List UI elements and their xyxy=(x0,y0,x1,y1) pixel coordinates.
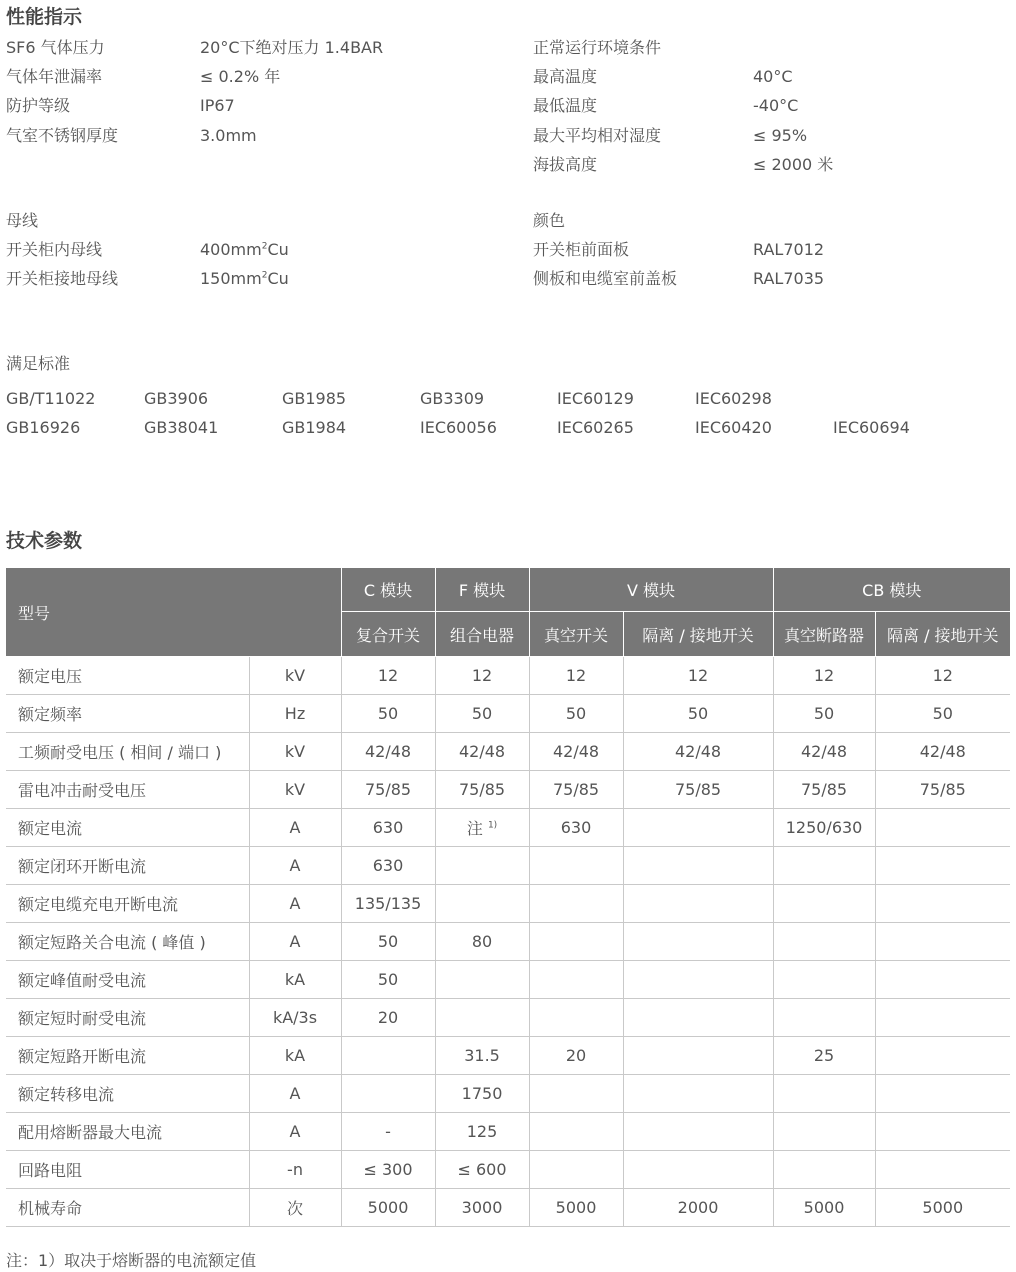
env-value: ≤ 95% xyxy=(753,126,808,145)
table-cell: 1750 xyxy=(435,1075,529,1113)
standard-item: GB1985 xyxy=(282,389,347,408)
table-cell xyxy=(341,1037,435,1075)
spec-label: 气体年泄漏率 xyxy=(6,67,103,86)
table-cell: 5000 xyxy=(773,1189,875,1227)
table-cell: 50 xyxy=(341,923,435,961)
table-cell: 42/48 xyxy=(623,733,773,771)
param-label: 雷电冲击耐受电压 xyxy=(6,771,249,809)
table-row xyxy=(6,847,1010,885)
busbar-title: 母线 xyxy=(6,211,39,230)
spec-label: 气室不锈钢厚度 xyxy=(6,126,119,145)
table-cell xyxy=(435,885,529,923)
param-label: 额定短路开断电流 xyxy=(6,1037,249,1075)
env-label: 海拔高度 xyxy=(533,155,598,174)
table-cell: 12 xyxy=(435,657,529,695)
param-label: 额定短路关合电流 ( 峰值 ) xyxy=(6,923,249,961)
table-cell: 12 xyxy=(623,657,773,695)
table-cell xyxy=(623,999,773,1037)
table-cell xyxy=(773,847,875,885)
param-label: 额定电压 xyxy=(6,657,249,695)
header-sub: 真空开关 xyxy=(529,612,623,657)
param-unit: A xyxy=(249,1075,341,1113)
table-cell: 42/48 xyxy=(773,733,875,771)
table-cell: 2000 xyxy=(623,1189,773,1227)
param-unit: A xyxy=(249,1113,341,1151)
table-cell xyxy=(529,1113,623,1151)
table-cell xyxy=(623,1075,773,1113)
table-cell xyxy=(623,1151,773,1189)
table-cell: ≤ 300 xyxy=(341,1151,435,1189)
table-cell xyxy=(875,999,1010,1037)
env-title: 正常运行环境条件 xyxy=(533,38,662,57)
spec-label: 防护等级 xyxy=(6,96,71,115)
table-cell: 50 xyxy=(529,695,623,733)
table-cell xyxy=(623,885,773,923)
table-cell: 42/48 xyxy=(529,733,623,771)
param-unit: kV xyxy=(249,733,341,771)
table-cell: 50 xyxy=(875,695,1010,733)
table-cell xyxy=(875,1151,1010,1189)
param-label: 额定短时耐受电流 xyxy=(6,999,249,1037)
table-cell: 75/85 xyxy=(529,771,623,809)
param-unit: kV xyxy=(249,657,341,695)
env-label: 最大平均相对湿度 xyxy=(533,126,662,145)
param-label: 回路电阻 xyxy=(6,1151,249,1189)
table-cell: 50 xyxy=(773,695,875,733)
table-cell: 125 xyxy=(435,1113,529,1151)
table-cell xyxy=(773,961,875,999)
table-cell: 630 xyxy=(341,847,435,885)
table-row xyxy=(6,885,1010,923)
standards-title: 满足标准 xyxy=(6,354,71,373)
table-row xyxy=(6,1113,1010,1151)
table-cell xyxy=(773,1113,875,1151)
standard-item: GB16926 xyxy=(6,418,81,437)
table-cell: 630 xyxy=(341,809,435,847)
table-cell xyxy=(435,999,529,1037)
table-cell: 50 xyxy=(623,695,773,733)
standard-item: GB/T11022 xyxy=(6,389,96,408)
table-cell-note xyxy=(435,809,529,847)
param-label: 额定闭环开断电流 xyxy=(6,847,249,885)
table-row xyxy=(6,1151,1010,1189)
table-cell: 20 xyxy=(529,1037,623,1075)
table-cell xyxy=(875,923,1010,961)
table-row xyxy=(6,1189,1010,1227)
table-cell: 12 xyxy=(773,657,875,695)
param-unit: kA/3s xyxy=(249,999,341,1037)
table-cell xyxy=(623,1037,773,1075)
table-row xyxy=(6,961,1010,999)
superscript: 2 xyxy=(261,241,268,252)
table-cell xyxy=(529,961,623,999)
table-cell: 75/85 xyxy=(875,771,1010,809)
footnote-marker: 1) xyxy=(487,820,498,831)
env-label: 最高温度 xyxy=(533,67,598,86)
table-cell xyxy=(529,999,623,1037)
busbar-value-unit: Cu xyxy=(267,269,289,288)
table-cell: 50 xyxy=(341,695,435,733)
env-label: 最低温度 xyxy=(533,96,598,115)
table-cell: 75/85 xyxy=(435,771,529,809)
note-text: 注 xyxy=(466,819,483,838)
table-cell xyxy=(529,885,623,923)
header-sub: 真空断路器 xyxy=(773,612,875,657)
header-sub: 复合开关 xyxy=(341,612,435,657)
table-cell xyxy=(875,1037,1010,1075)
color-value: RAL7035 xyxy=(753,269,825,288)
table-cell: 80 xyxy=(435,923,529,961)
table-cell xyxy=(875,847,1010,885)
table-cell: 135/135 xyxy=(341,885,435,923)
standard-item: IEC60694 xyxy=(833,418,910,437)
param-label: 额定转移电流 xyxy=(6,1075,249,1113)
table-row xyxy=(6,999,1010,1037)
table-row xyxy=(6,1075,1010,1113)
table-cell: - xyxy=(341,1113,435,1151)
standard-item: IEC60420 xyxy=(695,418,772,437)
table-cell xyxy=(341,1075,435,1113)
busbar-value-unit: Cu xyxy=(267,240,289,259)
table-cell xyxy=(435,961,529,999)
param-label: 额定电缆充电开断电流 xyxy=(6,885,249,923)
header-group-f: F 模块 xyxy=(435,568,529,612)
param-unit: kA xyxy=(249,1037,341,1075)
header-group-cb: CB 模块 xyxy=(773,568,1010,612)
table-cell: 50 xyxy=(435,695,529,733)
table-cell: 1250/630 xyxy=(773,809,875,847)
table-cell: 75/85 xyxy=(341,771,435,809)
table-row xyxy=(6,1037,1010,1075)
table-cell xyxy=(875,1113,1010,1151)
table-cell: 3000 xyxy=(435,1189,529,1227)
spec-value: ≤ 0.2% 年 xyxy=(200,67,281,86)
table-cell xyxy=(529,923,623,961)
env-value: ≤ 2000 米 xyxy=(753,155,834,174)
header-group-v: V 模块 xyxy=(529,568,773,612)
table-cell xyxy=(623,847,773,885)
table-cell xyxy=(529,1075,623,1113)
table-row xyxy=(6,695,1010,733)
superscript: 2 xyxy=(261,270,268,281)
table-cell: 5000 xyxy=(529,1189,623,1227)
table-row xyxy=(6,657,1010,695)
table-cell: 630 xyxy=(529,809,623,847)
table-cell xyxy=(623,923,773,961)
table-cell xyxy=(773,999,875,1037)
table-row xyxy=(6,771,1010,809)
table-cell xyxy=(435,847,529,885)
standard-item: GB3309 xyxy=(420,389,485,408)
standard-item: GB1984 xyxy=(282,418,347,437)
table-cell xyxy=(623,961,773,999)
table-cell: 20 xyxy=(341,999,435,1037)
standard-item: GB38041 xyxy=(144,418,219,437)
busbar-value-main: 400mm xyxy=(200,240,262,259)
table-cell xyxy=(875,961,1010,999)
table-cell xyxy=(773,1075,875,1113)
table-cell xyxy=(623,1113,773,1151)
color-title: 颜色 xyxy=(533,211,566,230)
spec-value: 3.0mm xyxy=(200,126,257,145)
param-unit: kA xyxy=(249,961,341,999)
table-cell: 31.5 xyxy=(435,1037,529,1075)
spec-label: SF6 气体压力 xyxy=(6,38,105,57)
env-value: -40°C xyxy=(753,96,799,115)
busbar-value-main: 150mm xyxy=(200,269,262,288)
standard-item: IEC60265 xyxy=(557,418,634,437)
standard-item: GB3906 xyxy=(144,389,209,408)
param-unit: A xyxy=(249,847,341,885)
param-label: 机械寿命 xyxy=(6,1189,249,1227)
header-model: 型号 xyxy=(6,568,341,657)
spec-value: 20°C下绝对压力 1.4BAR xyxy=(200,38,384,57)
table-cell: ≤ 600 xyxy=(435,1151,529,1189)
param-unit: A xyxy=(249,809,341,847)
table-cell xyxy=(773,923,875,961)
table-cell: 12 xyxy=(875,657,1010,695)
busbar-value xyxy=(200,240,289,260)
param-unit: kV xyxy=(249,771,341,809)
param-label: 额定峰值耐受电流 xyxy=(6,961,249,999)
param-unit: A xyxy=(249,923,341,961)
table-cell xyxy=(875,1075,1010,1113)
table-cell xyxy=(529,1151,623,1189)
color-label: 侧板和电缆室前盖板 xyxy=(533,269,678,288)
header-sub: 隔离 / 接地开关 xyxy=(623,612,773,657)
performance-title: 性能指示 xyxy=(6,6,83,28)
tech-title: 技术参数 xyxy=(6,530,83,552)
table-cell: 12 xyxy=(341,657,435,695)
param-label: 额定电流 xyxy=(6,809,249,847)
busbar-value xyxy=(200,269,289,289)
table-cell: 75/85 xyxy=(773,771,875,809)
standard-item: IEC60129 xyxy=(557,389,634,408)
table-cell xyxy=(623,809,773,847)
table-cell xyxy=(529,847,623,885)
table-cell xyxy=(773,1151,875,1189)
footnote: 注：1）取决于熔断器的电流额定值 xyxy=(6,1251,257,1270)
table-cell: 42/48 xyxy=(341,733,435,771)
table-cell: 42/48 xyxy=(875,733,1010,771)
table-cell xyxy=(875,809,1010,847)
table-cell: 25 xyxy=(773,1037,875,1075)
param-label: 配用熔断器最大电流 xyxy=(6,1113,249,1151)
param-unit: 次 xyxy=(249,1189,341,1227)
table-cell xyxy=(875,885,1010,923)
table-cell: 42/48 xyxy=(435,733,529,771)
table-row xyxy=(6,733,1010,771)
table-cell: 5000 xyxy=(875,1189,1010,1227)
spec-value: IP67 xyxy=(200,96,235,115)
standard-item: IEC60298 xyxy=(695,389,772,408)
table-row xyxy=(6,809,1010,847)
param-unit: Hz xyxy=(249,695,341,733)
param-unit: A xyxy=(249,885,341,923)
busbar-label: 开关柜内母线 xyxy=(6,240,103,259)
busbar-label: 开关柜接地母线 xyxy=(6,269,119,288)
color-value: RAL7012 xyxy=(753,240,825,259)
env-value: 40°C xyxy=(753,67,793,86)
table-cell: 50 xyxy=(341,961,435,999)
color-label: 开关柜前面板 xyxy=(533,240,630,259)
header-group-c: C 模块 xyxy=(341,568,435,612)
tech-spec-table xyxy=(6,568,1010,1227)
table-cell xyxy=(773,885,875,923)
header-sub: 组合电器 xyxy=(435,612,529,657)
table-cell: 12 xyxy=(529,657,623,695)
table-cell: 5000 xyxy=(341,1189,435,1227)
header-sub: 隔离 / 接地开关 xyxy=(875,612,1010,657)
param-label: 额定频率 xyxy=(6,695,249,733)
table-cell: 75/85 xyxy=(623,771,773,809)
param-label: 工频耐受电压 ( 相间 / 端口 ) xyxy=(6,733,249,771)
table-row xyxy=(6,923,1010,961)
param-unit: -n xyxy=(249,1151,341,1189)
standard-item: IEC60056 xyxy=(420,418,497,437)
